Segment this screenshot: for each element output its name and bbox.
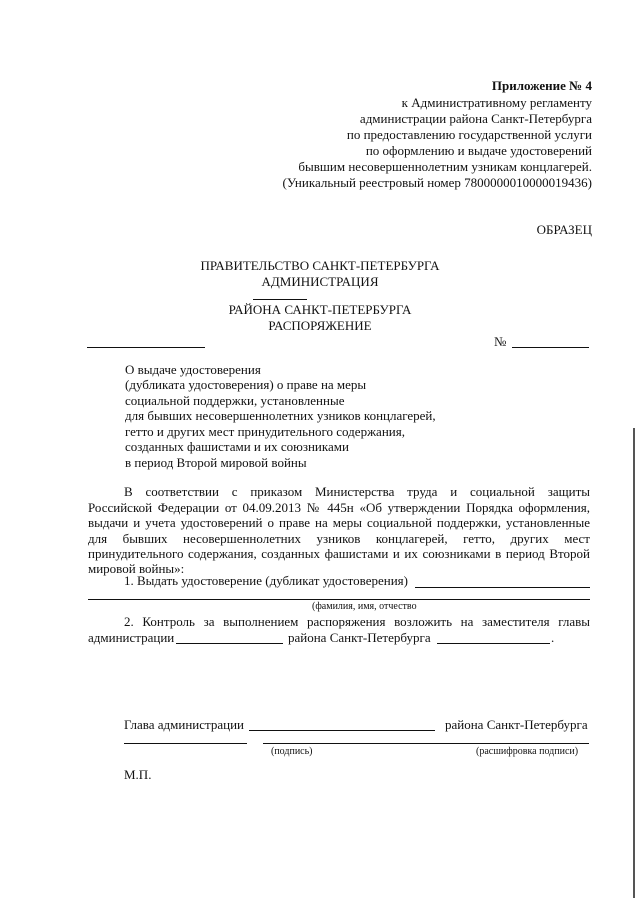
subject-line: О выдаче удостоверения: [125, 362, 261, 377]
appendix-line: администрации района Санкт-Петербурга: [359, 111, 592, 126]
deputy-name-blank: [437, 643, 550, 644]
appendix-line: по предоставлению государственной услуги: [346, 127, 592, 142]
header-administration: АДМИНИСТРАЦИЯ: [261, 274, 379, 289]
district-blank: [253, 299, 307, 300]
header-government: ПРАВИТЕЛЬСТВО САНКТ-ПЕТЕРБУРГА: [200, 258, 440, 273]
appendix-line: бывшим несовершеннолетним узникам концлагерей.: [298, 159, 592, 174]
fio-blank-line-2: [88, 599, 590, 600]
signature-caption-sign: (подпись): [271, 746, 313, 757]
deputy-blank: [176, 643, 283, 644]
number-label: №: [494, 334, 507, 349]
scan-edge-artifact: [633, 428, 635, 898]
signature-name-blank: [249, 730, 435, 731]
subject-line: социальной поддержки, установленные: [125, 393, 345, 408]
body-line: Российской Федерации от 04.09.2013 № 445н «Об утверждении Порядка оформления,: [88, 500, 590, 515]
body-line: принудительного содержания, созданных фашистами и их союзниками в период Второй: [88, 546, 590, 561]
item-2-line-1: 2. Контроль за выполнением распоряжения возложить на заместителя главы: [124, 614, 590, 629]
body-line: мировой войны»:: [88, 561, 185, 576]
appendix-line: к Административному регламенту: [401, 95, 592, 110]
header-order: РАСПОРЯЖЕНИЕ: [268, 318, 372, 333]
fio-blank: [415, 587, 590, 588]
subject-line: в период Второй мировой войны: [125, 455, 307, 470]
fio-caption: (фамилия, имя, отчество: [312, 601, 417, 612]
header-district: РАЙОНА САНКТ-ПЕТЕРБУРГА: [228, 302, 412, 317]
body-line: В соответствии с приказом Министерства труда и социальной защиты: [124, 484, 590, 499]
sample-label: ОБРАЗЕЦ: [536, 222, 592, 237]
subject-line: гетто и других мест принудительного содержания,: [125, 424, 405, 439]
date-blank: [87, 347, 205, 348]
item-2-district: района Санкт-Петербурга: [288, 630, 431, 645]
item-2-period: .: [551, 630, 555, 645]
subject-line: (дубликата удостоверения) о праве на меры: [125, 377, 367, 392]
subject-line: для бывших несовершеннолетних узников концлагерей,: [125, 408, 436, 423]
stamp-label: М.П.: [124, 767, 152, 782]
signature-blank-right: [263, 743, 589, 744]
body-line: выдачи и учета удостоверений о праве на меры социальной поддержки, установленные: [88, 515, 590, 530]
number-blank: [512, 347, 589, 348]
body-line: для бывших несовершеннолетних узников концлагерей, гетто, других мест: [88, 531, 590, 546]
signature-label: Глава администрации: [124, 717, 245, 732]
appendix-line: (Уникальный реестровый номер 7800000010000019436): [282, 175, 592, 190]
appendix-line: по оформлению и выдаче удостоверений: [365, 143, 592, 158]
subject-line: созданных фашистами и их союзниками: [125, 439, 349, 454]
signature-caption-decode: (расшифровка подписи): [476, 746, 579, 757]
item-1-text: 1. Выдать удостоверение (дубликат удостоверения): [124, 573, 408, 588]
signature-blank-left: [124, 743, 247, 744]
signature-district: района Санкт-Петербурга: [445, 717, 588, 732]
appendix-title: Приложение № 4: [491, 78, 592, 93]
item-2-admin: администрации: [88, 630, 175, 645]
